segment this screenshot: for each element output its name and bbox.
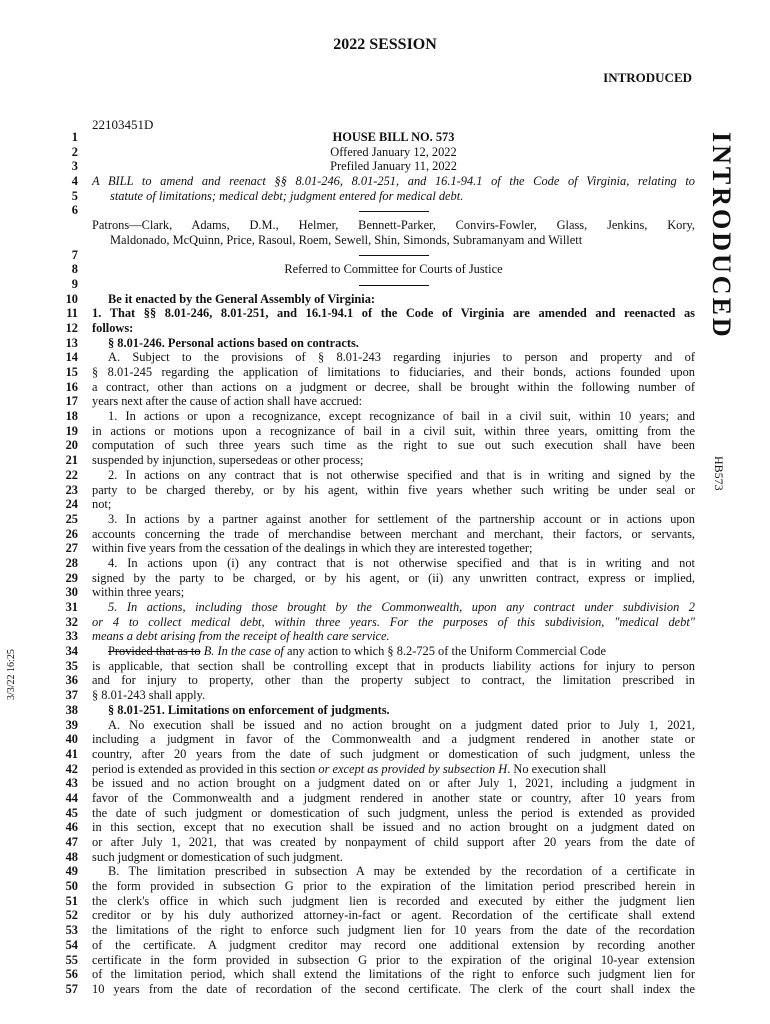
line-text: certificate in the form provided in subsection G prior to the expiration of the original 10-year extension <box>92 952 695 967</box>
line-text: be issued and no action brought on a judgment dated on or after July 1, 2021, including a judgment in <box>92 776 695 791</box>
line <box>0 938 770 953</box>
line-text: suspended by injunction, supersedeas or other process; <box>92 453 364 468</box>
line-number: 6 <box>71 203 78 218</box>
line-text: 2. In actions on any contract that is not otherwise specified and that is in writing and signed by the <box>108 467 695 482</box>
line-number: 30 <box>65 585 78 600</box>
bill-text <box>0 130 770 997</box>
line <box>0 644 770 659</box>
line-number: 17 <box>65 394 78 409</box>
line <box>0 130 770 145</box>
line-number: 24 <box>65 497 78 512</box>
line-text: follows: <box>92 320 134 335</box>
line-number: 3 <box>71 159 78 174</box>
line-number: 56 <box>65 967 78 982</box>
line <box>0 306 770 321</box>
line <box>0 174 770 189</box>
line <box>0 776 770 791</box>
line-number: 54 <box>65 937 78 952</box>
line-text: and for injury to property, other than the property subject to contract, the limitation prescribed in <box>92 673 695 688</box>
line-text: party to be charged thereby, or by his agent, within five years whether such writing be under seal or <box>92 482 695 497</box>
line-number: 45 <box>65 805 78 820</box>
line-text: 1. In actions or upon a recognizance, except recognizance of bail in a civil suit, within 10 years; and <box>108 409 695 424</box>
line-text: creditor or by his duly authorized attorney-in-fact or agent. Recordation of the certificate shall extend <box>92 908 695 923</box>
line-number: 13 <box>65 335 78 350</box>
line-text: Provided that as to B. In the case of any action to which § 8.2-725 of the Uniform Commercial Code <box>108 644 606 659</box>
line <box>0 483 770 498</box>
line-text: within five years from the cessation of the dealings in which they are interested together; <box>92 541 533 556</box>
line-number: 20 <box>65 438 78 453</box>
line <box>0 850 770 865</box>
bill-caption: A BILL to amend and reenact §§ 8.01-246, 8.01-251, and 16.1-94.1 of the Code of Virginia, relating to <box>92 174 695 189</box>
line-text: country, after 20 years from the date of such judgment or domestication of such judgment, unless the <box>92 746 695 761</box>
line-text: or after July 1, 2021, that was created by nonpayment of child support after 20 years from the date of <box>92 835 695 849</box>
line <box>0 703 770 718</box>
line-text: within three years; <box>92 585 185 600</box>
line-text: A. Subject to the provisions of § 8.01-243 regarding injuries to person and property and of <box>108 350 695 365</box>
struck-text: Provided that as to <box>108 644 201 659</box>
line-text: § 8.01-245 regarding the application of limitations to fiduciaries, and their bonds, actions founded upon <box>92 365 695 379</box>
divider <box>359 255 429 256</box>
line-text: favor of the Commonwealth and a judgment rendered in another state or country, after 10 years from <box>92 790 695 805</box>
line <box>0 409 770 424</box>
divider <box>359 285 429 286</box>
line <box>0 747 770 762</box>
line-text: a contract, other than actions on a judgment or decree, shall be brought within the following number of <box>92 379 695 394</box>
line-number: 15 <box>65 365 78 379</box>
line <box>0 923 770 938</box>
line-text: the limitations of the right to enforce such judgment lien for 10 years from the date of the recordation <box>92 923 695 938</box>
line <box>0 556 770 571</box>
line <box>0 864 770 879</box>
line <box>0 292 770 307</box>
line <box>0 159 770 174</box>
line <box>0 762 770 777</box>
line-number: 37 <box>65 688 78 703</box>
section-heading: § 8.01-251. Limitations on enforcement of judgments. <box>108 702 390 717</box>
line-number: 29 <box>65 570 78 585</box>
line-text: years next after the cause of action shall have accrued: <box>92 394 363 409</box>
bill-title: HOUSE BILL NO. 573 <box>332 130 455 144</box>
line <box>0 585 770 600</box>
line-number: 46 <box>65 820 78 835</box>
line-text: the clerk's office in which such judgment lien is recorded and executed by either the judgment lien <box>92 893 695 908</box>
line <box>0 982 770 997</box>
section-heading: § 8.01-246. Personal actions based on contracts. <box>108 335 359 350</box>
line <box>0 879 770 894</box>
line-number: 28 <box>65 555 78 570</box>
line <box>0 497 770 512</box>
line <box>0 894 770 909</box>
line-number: 32 <box>65 614 78 629</box>
line-number: 21 <box>65 453 78 468</box>
line-number: 27 <box>65 541 78 556</box>
line-text: § 8.01-243 shall apply. <box>92 688 206 703</box>
enacting-clause: Be it enacted by the General Assembly of Virginia: <box>108 291 376 306</box>
line-text: including a judgment in favor of the Commonwealth and a judgment rendered in another state or <box>92 732 695 747</box>
line-text: not; <box>92 497 112 512</box>
line-number: 7 <box>71 247 78 262</box>
line-number: 40 <box>65 732 78 747</box>
line <box>0 629 770 644</box>
line-text: 1. That §§ 8.01-246, 8.01-251, and 16.1-94.1 of the Code of Virginia are amended and reenacted as <box>92 306 695 321</box>
line-number: 16 <box>65 379 78 394</box>
line <box>0 541 770 556</box>
line <box>0 953 770 968</box>
line-text <box>92 277 695 292</box>
line-number: 8 <box>71 262 78 277</box>
line-text: of the certificate. A judgment creditor may record one additional extension by recording another <box>92 937 695 952</box>
line-number: 53 <box>65 923 78 938</box>
line-number: 38 <box>65 702 78 717</box>
line <box>0 615 770 630</box>
line-number: 22 <box>65 467 78 482</box>
line-number: 35 <box>65 658 78 673</box>
line-text: Maldonado, McQuinn, Price, Rasoul, Roem, Sewell, Shin, Simonds, Subramanyam and Willett <box>110 232 583 247</box>
committee-referral: Referred to Committee for Courts of Justice <box>284 262 503 277</box>
line <box>0 967 770 982</box>
line-number: 11 <box>66 306 78 321</box>
line-number: 5 <box>71 188 78 203</box>
line-text: Offered January 12, 2022 <box>330 144 457 159</box>
line-number: 18 <box>65 409 78 424</box>
line <box>0 806 770 821</box>
line <box>0 277 770 292</box>
line-number: 26 <box>65 526 78 541</box>
line <box>0 468 770 483</box>
line <box>0 145 770 160</box>
line-text: 3. In actions by a partner against another for settlement of the partnership account or in actions upon <box>108 511 695 526</box>
line-text: computation of such three years such time as the right to sue out such execution shall have been <box>92 438 695 453</box>
line <box>0 365 770 380</box>
line-text: such judgment or domestication of such judgment. <box>92 849 343 864</box>
line-text: or 4 to collect medical debt, within three years. For the purposes of this subdivision, "medical debt" <box>92 614 695 629</box>
line-number: 50 <box>65 879 78 894</box>
line <box>0 438 770 453</box>
line <box>0 424 770 439</box>
line <box>0 659 770 674</box>
line-number: 25 <box>65 511 78 526</box>
line-text: means a debt arising from the receipt of health care service. <box>92 629 390 644</box>
line-text: is applicable, that section shall be controlling except that in products liability actions for injury to person <box>92 658 695 673</box>
line-number: 14 <box>65 350 78 365</box>
line-number: 49 <box>65 864 78 879</box>
introduced-margin-stamp: INTRODUCED <box>707 132 736 340</box>
line-text: B. The limitation prescribed in subsection A may be extended by the recordation of a certificate in <box>108 864 695 879</box>
line-number: 55 <box>65 952 78 967</box>
line-number: 23 <box>65 482 78 497</box>
line <box>0 835 770 850</box>
line-number: 12 <box>65 320 78 335</box>
line-text: statute of limitations; medical debt; judgment entered for medical debt. <box>110 188 464 203</box>
line <box>0 336 770 351</box>
line-number: 34 <box>65 644 78 659</box>
line <box>0 673 770 688</box>
line <box>0 820 770 835</box>
line-number: 51 <box>65 893 78 908</box>
line-text: 10 years from the date of recordation of the second certificate. The clerk of the court shall index the <box>92 981 695 996</box>
line-number: 52 <box>65 908 78 923</box>
line <box>0 908 770 923</box>
status-label: INTRODUCED <box>603 70 692 85</box>
line <box>0 791 770 806</box>
line <box>0 380 770 395</box>
line-number: 1 <box>71 130 78 144</box>
document-id: 22103451D <box>92 117 154 132</box>
line-number: 31 <box>65 600 78 614</box>
line-number: 42 <box>65 761 78 776</box>
bill-number-margin: HB573 <box>712 456 726 491</box>
line-number: 57 <box>65 981 78 996</box>
line-number: 41 <box>65 746 78 761</box>
line-number: 19 <box>65 423 78 438</box>
line-number: 44 <box>65 790 78 805</box>
line <box>0 512 770 527</box>
line-text: of the limitation period, which shall extend the limitations of the right to enforce such judgment lien for <box>92 967 695 982</box>
line <box>0 718 770 733</box>
line <box>0 527 770 542</box>
line <box>0 688 770 703</box>
print-date-margin: 3/3/22 16:25 <box>6 649 17 700</box>
line <box>0 321 770 336</box>
line-text: period is extended as provided in this section or except as provided by subsection H. No execution shall <box>92 761 607 776</box>
line-text: in this section, except that no execution shall be issued and no action brought on a judgment dated on <box>92 820 695 835</box>
divider <box>359 211 429 212</box>
line <box>0 350 770 365</box>
line-number: 36 <box>65 673 78 688</box>
inserted-text: or except as provided by subsection H <box>315 761 508 776</box>
line-text: A. No execution shall be issued and no action brought on a judgment dated prior to July 1, 2021, <box>108 717 695 732</box>
line-text: Prefiled January 11, 2022 <box>330 159 457 174</box>
line-number: 2 <box>71 144 78 159</box>
line-number: 47 <box>65 835 78 849</box>
line <box>0 189 770 204</box>
line <box>0 248 770 263</box>
line-text <box>92 248 695 263</box>
line-text: the form provided in subsection G prior to the expiration of the limitation period prescribed herein in <box>92 879 695 894</box>
line <box>0 233 770 248</box>
session-heading: 2022 SESSION <box>333 36 437 53</box>
line <box>0 571 770 586</box>
line-text: accounts concerning the trade of merchandise between merchant and merchant, their factors, or servants, <box>92 526 695 541</box>
line <box>0 394 770 409</box>
line-number: 4 <box>71 174 78 189</box>
line <box>0 732 770 747</box>
line-text: in actions or motions upon a recognizance of bail in a civil suit, within three years, omitting from the <box>92 423 695 438</box>
line-number: 33 <box>65 629 78 644</box>
line-number: 48 <box>65 849 78 864</box>
line-number: 39 <box>65 717 78 732</box>
line <box>0 203 770 218</box>
line-text: 5. In actions, including those brought by the Commonwealth, upon any contract under subdivision 2 <box>108 600 695 614</box>
line <box>0 262 770 277</box>
patrons: Patrons—Clark, Adams, D.M., Helmer, Bennett-Parker, Convirs-Fowler, Glass, Jenkins, Kory, <box>92 218 695 233</box>
line-number: 9 <box>71 276 78 291</box>
line-text: the date of such judgment or domestication of such judgment, unless the period is extended as provided <box>92 805 695 820</box>
line <box>0 218 770 233</box>
line-text: 4. In actions upon (i) any contract that is not otherwise specified and that is in writing and not <box>108 555 695 570</box>
line-number: 10 <box>65 291 78 306</box>
line <box>0 453 770 468</box>
line-text: signed by the party to be charged, or by his agent, or (ii) any unwritten contract, express or implied, <box>92 570 695 585</box>
line-text <box>92 203 695 218</box>
line <box>0 600 770 615</box>
line-number: 43 <box>65 776 78 791</box>
inserted-text: B. In the case of <box>203 644 284 659</box>
